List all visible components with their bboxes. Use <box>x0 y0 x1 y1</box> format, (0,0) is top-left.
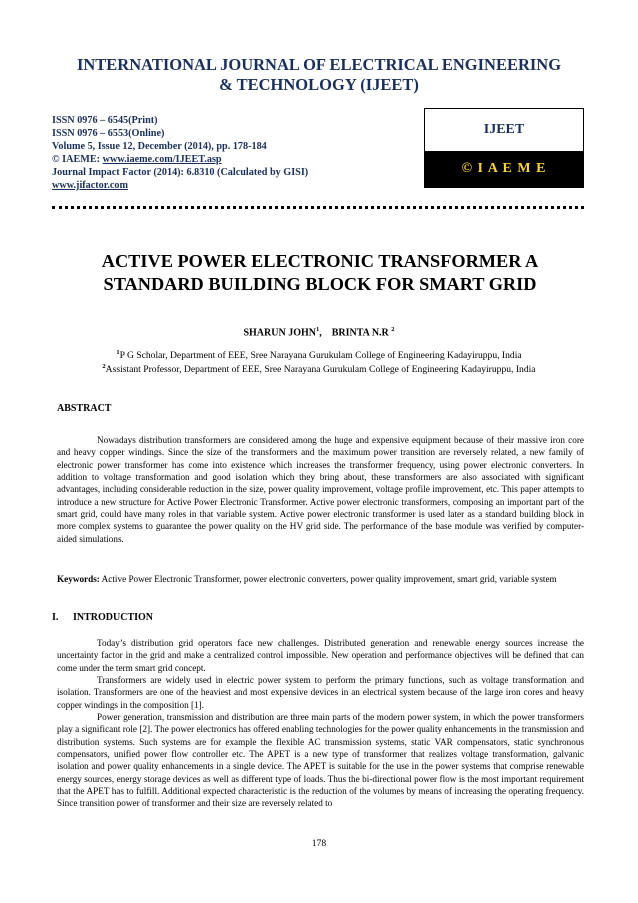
publisher-logo-text: © I A E M E <box>425 151 583 187</box>
paper-title-line2: STANDARD BUILDING BLOCK FOR SMART GRID <box>103 274 537 294</box>
intro-paragraph-1: Today’s distribution grid operators face new challenges. Distributed generation and renewable energy sources increase the uncertainty factor in the grid and make a centralized control impossible. New operation and performance objectives will be defined that can come under the term smart grid concept. <box>57 638 584 673</box>
affiliation-1 <box>0 349 638 361</box>
intro-number: I. <box>52 612 59 623</box>
affiliation-2-sup: 2 <box>102 363 106 370</box>
abstract-heading: ABSTRACT <box>57 403 112 414</box>
dotted-divider <box>52 203 584 209</box>
journal-logo-text: IJEET <box>483 122 525 137</box>
author-1-sup: 1 <box>315 326 320 333</box>
intro-paragraph-3: Power generation, transmission and distribution are three main parts of the modern power system, in which the power transformers play a significant role [2]. The power electronics has offered enabling technologies for the power quality enhancements in the transmission and distribution systems. Such systems are for example the flexible AC transmission systems, static VAR compensators, static synchronous compensators, unified power flow controller etc. The APET is a new type of transformer that realizes voltage transformation, galvanic isolation and power quality enhancements in a single device. The APET is suitable for the use in the power systems that comprise renewable energy sources, energy storage devices as well as different type of loads. Thus the bi-directional power flow is the most important requirement that the APET has to fulfill. Additional expected characteristic is the reduction of the volumes by means of increasing the operating frequency. Since transition power of transformer and their size are reversely related to <box>57 712 584 809</box>
journal-title-line1: INTERNATIONAL JOURNAL OF ELECTRICAL ENGINEERING <box>76 55 562 74</box>
affiliation-2 <box>0 363 638 375</box>
journal-logo-box <box>424 108 584 188</box>
paper-title <box>60 250 580 296</box>
issn-online: ISSN 0976 – 6553(Online) <box>52 128 165 139</box>
journal-title-line2: & TECHNOLOGY (IJEET) <box>219 75 419 94</box>
iaeme-link[interactable]: www.iaeme.com/IJEET.asp <box>102 154 222 165</box>
author-line <box>0 326 638 338</box>
keywords-text: Active Power Electronic Transformer, power electronic converters, power quality improvement, smart grid, variable system <box>99 574 557 584</box>
abstract-text: Nowadays distribution transformers are considered among the huge and expensive equipment because of their massive iron core and heavy copper windings. Since the size of the transformers and the maximum power transition are reversely related, a new family of electronic power transformer has come into existence which increases the transformer frequency, using power electronic converters. In addition to voltage transformation and good isolation which they bring about, these transformers are also associated with significant advantages, including considerable reduction in the size, power quality improvement, voltage profile improvement, etc. This paper attempts to introduce a new structure for Active Power Electronic Transformer. Active power electronic transformers, composing an important part of the smart grid, could have many roles in that variable system. Active power electronic transformer is used later as a standard building block in more complex systems to guarantee the power quality on the HV grid side. The performance of the base module was verified by computer-aided simulations. <box>57 435 584 544</box>
keywords-label: Keywords: <box>57 574 100 584</box>
author-2-sup: 2 <box>391 326 395 333</box>
intro-paragraph-2: Transformers are widely used in electric power system to perform the primary functions, such as voltage transformation and isolation. Transformers are one of the heaviest and most expensive devices in an electrical system because of the large iron cores and heavy copper windings in the composition [1]. <box>57 675 584 710</box>
issn-print: ISSN 0976 – 6545(Print) <box>52 115 158 126</box>
impact-factor: Journal Impact Factor (2014): 6.8310 (Calculated by GISI) <box>52 167 309 178</box>
author-1: SHARUN JOHN <box>243 327 316 339</box>
jifactor-link[interactable]: www.jifactor.com <box>52 180 129 191</box>
author-2: BRINTA N.R <box>331 327 389 339</box>
affiliation-1-sup: 1 <box>116 349 120 356</box>
affiliation-2-text: Assistant Professor, Department of EEE, Sree Narayana Gurukulam College of Engineering Kadayiruppu, India <box>105 364 536 376</box>
iaeme-line <box>52 153 308 166</box>
page-number: 178 <box>311 838 327 849</box>
intro-heading: INTRODUCTION <box>73 612 154 623</box>
keywords <box>57 573 584 585</box>
author-separator: , <box>319 327 322 339</box>
iaeme-prefix: © IAEME: <box>52 154 103 165</box>
journal-metadata <box>52 114 308 192</box>
paper-title-line1: ACTIVE POWER ELECTRONIC TRANSFORMER A <box>101 251 539 271</box>
affiliation-1-text: P G Scholar, Department of EEE, Sree Narayana Gurukulam College of Engineering Kadayiruppu, India <box>119 350 522 362</box>
volume-issue: Volume 5, Issue 12, December (2014), pp. 178-184 <box>52 141 267 152</box>
journal-title <box>0 55 638 95</box>
